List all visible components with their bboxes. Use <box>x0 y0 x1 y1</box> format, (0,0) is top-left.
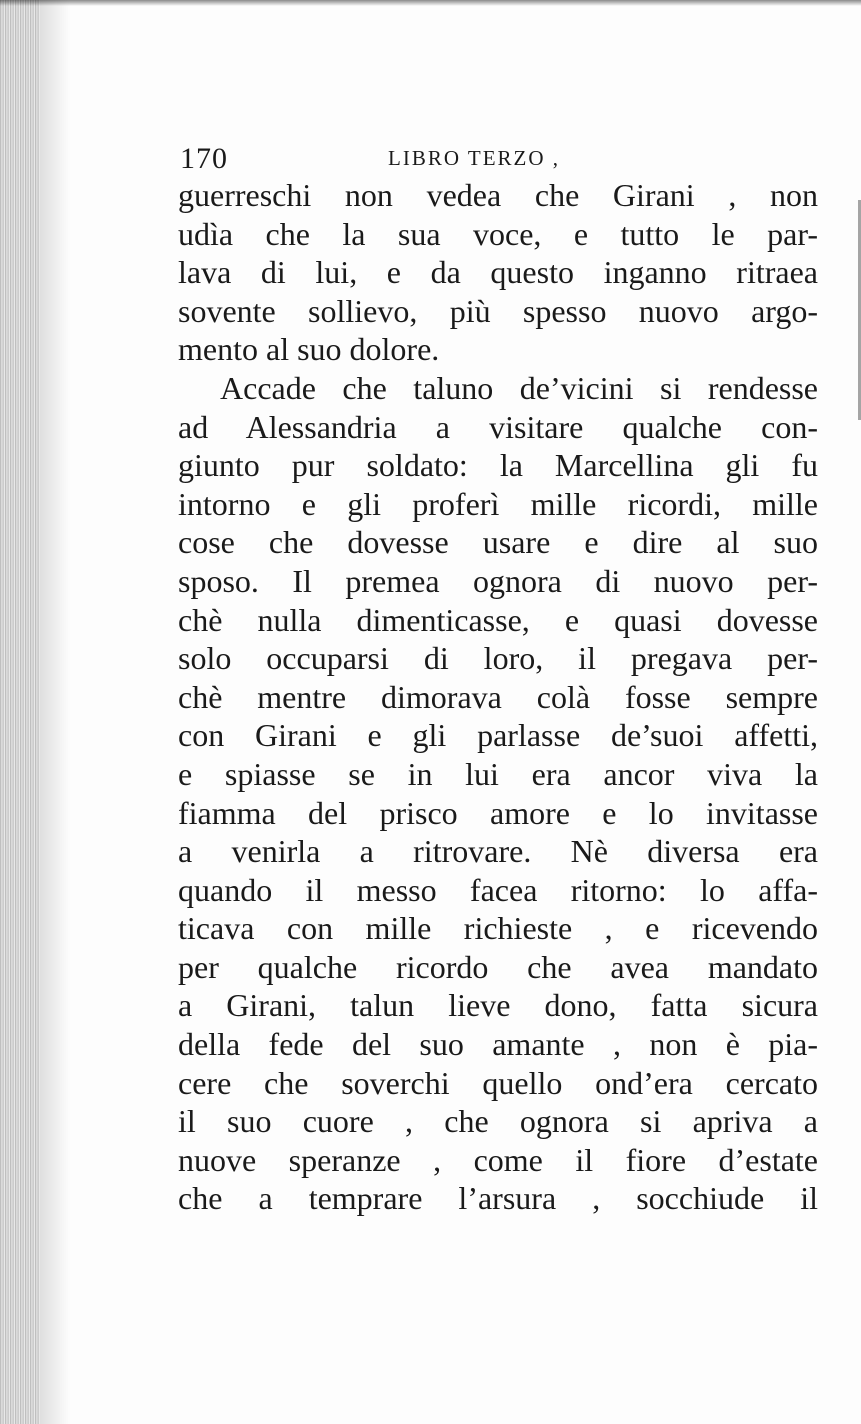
page-number: 170 <box>180 142 228 175</box>
text-line: per qualche ricordo che avea mandato <box>178 948 818 985</box>
text-line: fiamma del prisco amore e lo invitasse <box>178 794 818 831</box>
text-line: chè nulla dimenticasse, e quasi dovesse <box>178 601 818 638</box>
text-line: sovente sollievo, più spesso nuovo argo- <box>178 292 818 329</box>
text-line: guerreschi non vedea che Girani , non <box>178 177 818 213</box>
text-line: Accade che taluno de’vicini si rendesse <box>220 369 818 406</box>
binding-fade <box>40 0 70 1424</box>
text-line: lava di lui, e da questo inganno ritraea <box>178 254 818 291</box>
text-line: e spiasse se in lui era ancor viva la <box>178 755 818 792</box>
running-head <box>180 142 820 178</box>
text-line: quando il messo facea ritorno: lo affa- <box>178 871 818 908</box>
text-line: cose che dovesse usare e dire al suo <box>178 524 818 561</box>
text-line: a venirla a ritrovare. Nè diversa era <box>178 833 818 870</box>
text-line: nuove speranze , come il fiore d’estate <box>178 1141 818 1178</box>
text-line: della fede del suo amante , non è pia- <box>178 1026 818 1063</box>
text-line: che a temprare l’arsura , socchiude il <box>178 1180 818 1217</box>
top-edge-shadow <box>0 0 861 6</box>
text-line: ticava con mille richieste , e ricevendo <box>178 910 818 947</box>
text-line: mento al suo dolore. <box>178 331 440 368</box>
text-line: giunto pur soldato: la Marcellina gli fu <box>178 447 818 484</box>
text-line: chè mentre dimorava colà fosse sempre <box>178 678 818 715</box>
body-text <box>178 176 818 1218</box>
text-line: solo occuparsi di loro, il pregava per- <box>178 640 818 677</box>
text-line: a Girani, talun lieve dono, fatta sicura <box>178 987 818 1024</box>
text-line: cere che soverchi quello ond’era cercato <box>178 1064 818 1101</box>
text-line: udìa che la sua voce, e tutto le par- <box>178 215 818 252</box>
binding-shadow <box>0 0 40 1424</box>
text-line: intorno e gli proferì mille ricordi, mille <box>178 485 818 522</box>
text-line: il suo cuore , che ognora si apriva a <box>178 1103 818 1140</box>
text-line: sposo. Il premea ognora di nuovo per- <box>178 562 818 599</box>
text-line: con Girani e gli parlasse de’suoi affetti, <box>178 717 818 754</box>
running-head-title: LIBRO TERZO , <box>388 146 561 170</box>
text-line: ad Alessandria a visitare qualche con- <box>178 408 818 445</box>
